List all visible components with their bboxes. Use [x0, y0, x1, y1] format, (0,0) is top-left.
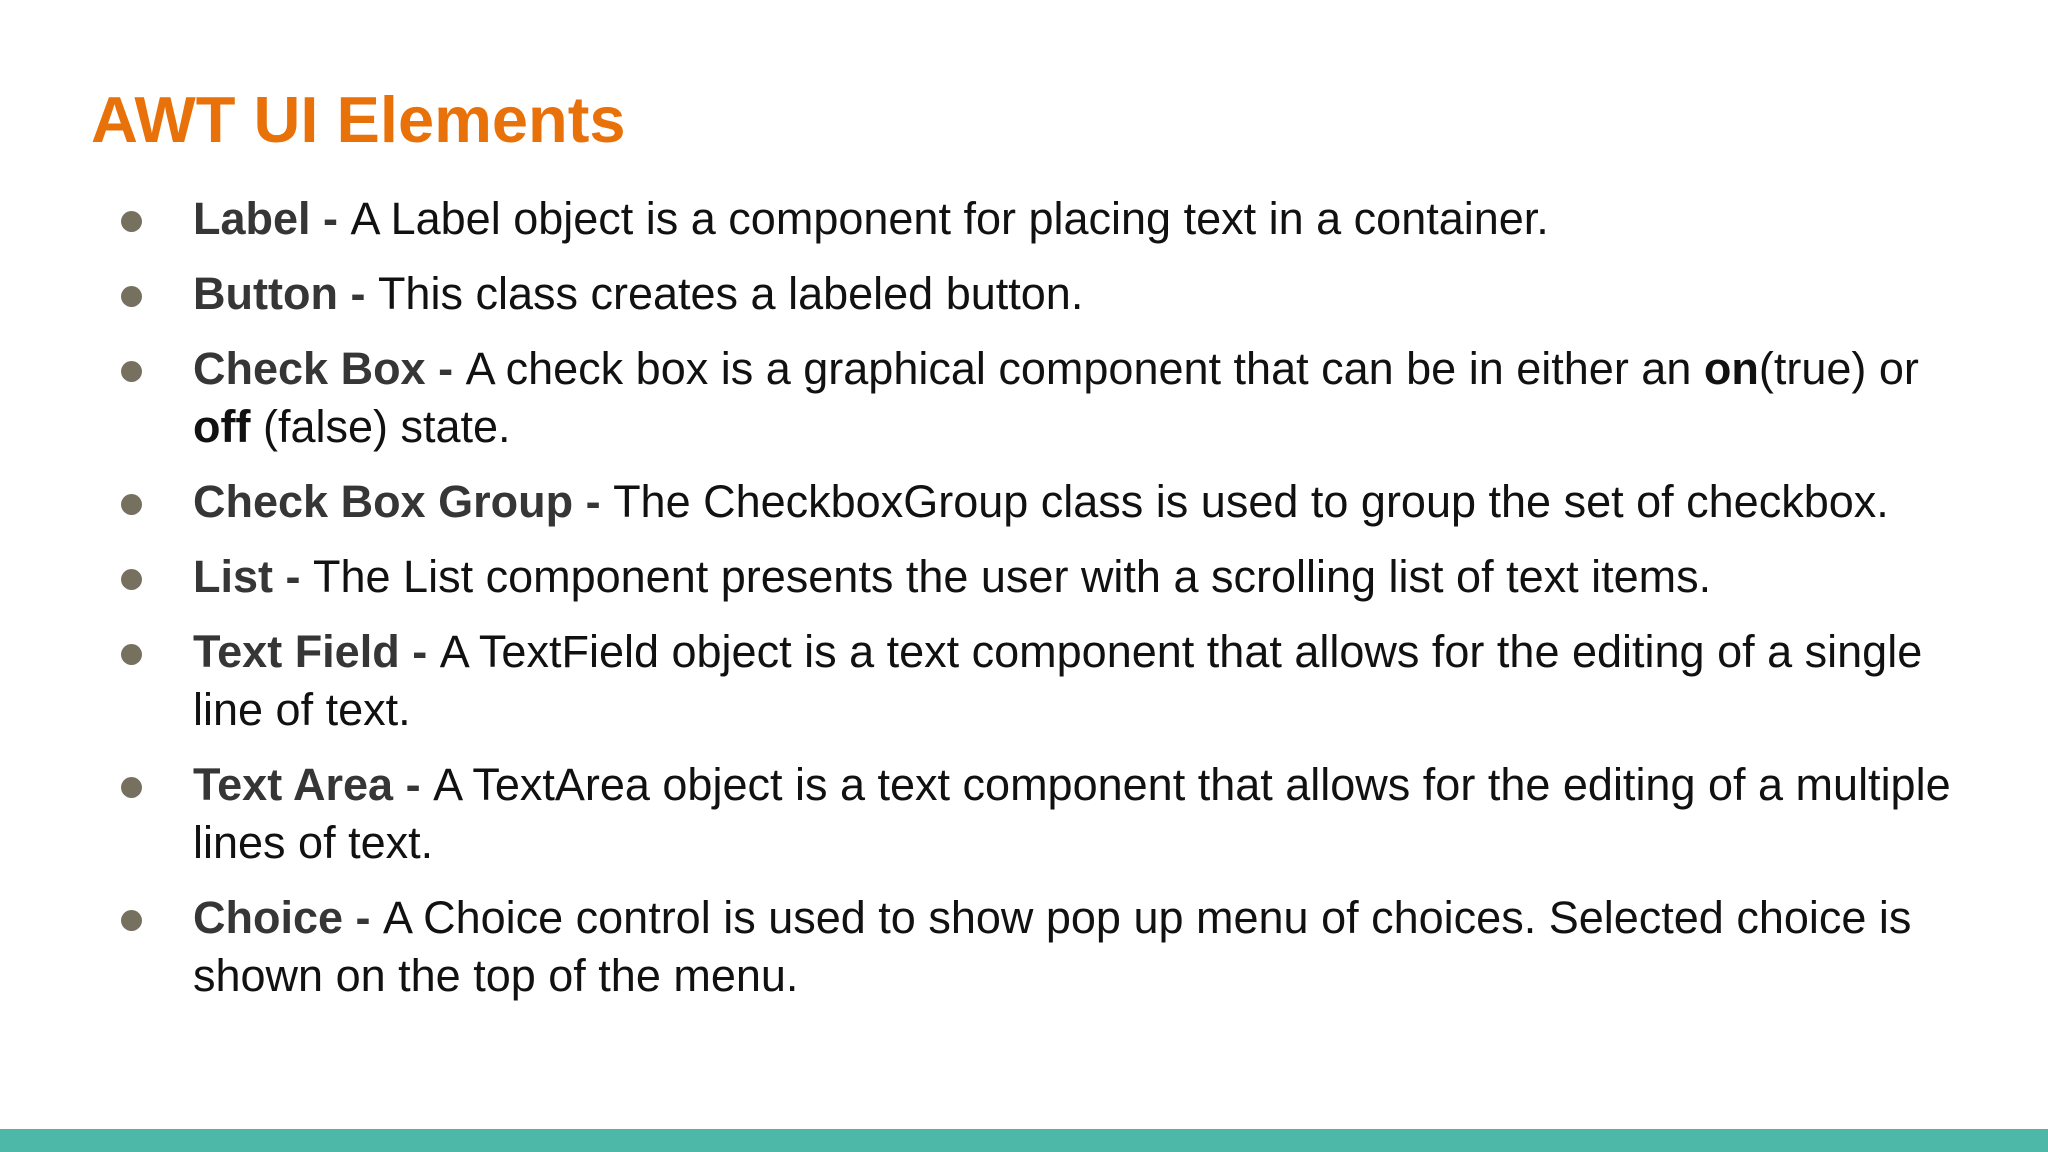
bullet-description: A TextField object is a text component that allows for the editing of a single line of text. [193, 626, 1923, 735]
bullet-icon [121, 494, 142, 515]
bullet-item-label [0, 190, 2048, 248]
bullet-term: Check Box Group [193, 476, 574, 527]
bullet-description: A check box is a graphical component that can be in either an [465, 343, 1704, 394]
bullet-icon [121, 910, 142, 931]
bullet-icon [121, 569, 142, 590]
bullet-icon [121, 777, 142, 798]
term-separator: - [393, 759, 434, 810]
bullet-item-check-box [0, 340, 2048, 456]
bullet-item-list [0, 548, 2048, 606]
term-separator: - [337, 268, 378, 319]
off-explanation: (false) state. [250, 401, 511, 452]
term-separator: - [310, 193, 351, 244]
bullet-term: Text Field [193, 626, 400, 677]
bullet-list [0, 190, 2048, 1022]
bullet-description: The CheckboxGroup class is used to group the set of checkbox. [613, 476, 1889, 527]
term-separator: - [573, 476, 614, 527]
bullet-term: Text Area [193, 759, 394, 810]
bullet-icon [121, 644, 142, 665]
bullet-description: A TextArea object is a text component that allows for the editing of a multiple lines of text. [193, 759, 1951, 868]
bullet-description: A Label object is a component for placing text in a container. [350, 193, 1549, 244]
bottom-accent-bar [0, 1129, 2048, 1152]
bullet-item-check-box-group [0, 473, 2048, 531]
bullet-item-button [0, 265, 2048, 323]
term-separator: - [343, 892, 384, 943]
off-keyword: off [193, 401, 251, 452]
bullet-item-text-area [0, 756, 2048, 872]
on-keyword: on [1703, 343, 1759, 394]
bullet-icon [121, 286, 142, 307]
bullet-item-choice [0, 889, 2048, 1005]
bullet-description: A Choice control is used to show pop up menu of choices. Selected choice is shown on the top of the menu. [193, 892, 1912, 1001]
bullet-description: The List component presents the user with a scrolling list of text items. [313, 551, 1712, 602]
slide-title: AWT UI Elements [91, 83, 626, 156]
bullet-icon [121, 361, 142, 382]
on-explanation: (true) or [1758, 343, 1919, 394]
bullet-term: Label [193, 193, 311, 244]
term-separator: - [273, 551, 314, 602]
bullet-description: This class creates a labeled button. [377, 268, 1084, 319]
bullet-term: Button [193, 268, 338, 319]
term-separator: - [399, 626, 440, 677]
term-separator: - [425, 343, 466, 394]
bullet-icon [121, 211, 142, 232]
bullet-term: List [193, 551, 274, 602]
bullet-term: Check Box [193, 343, 426, 394]
bullet-term: Choice [193, 892, 344, 943]
bullet-item-text-field [0, 623, 2048, 739]
